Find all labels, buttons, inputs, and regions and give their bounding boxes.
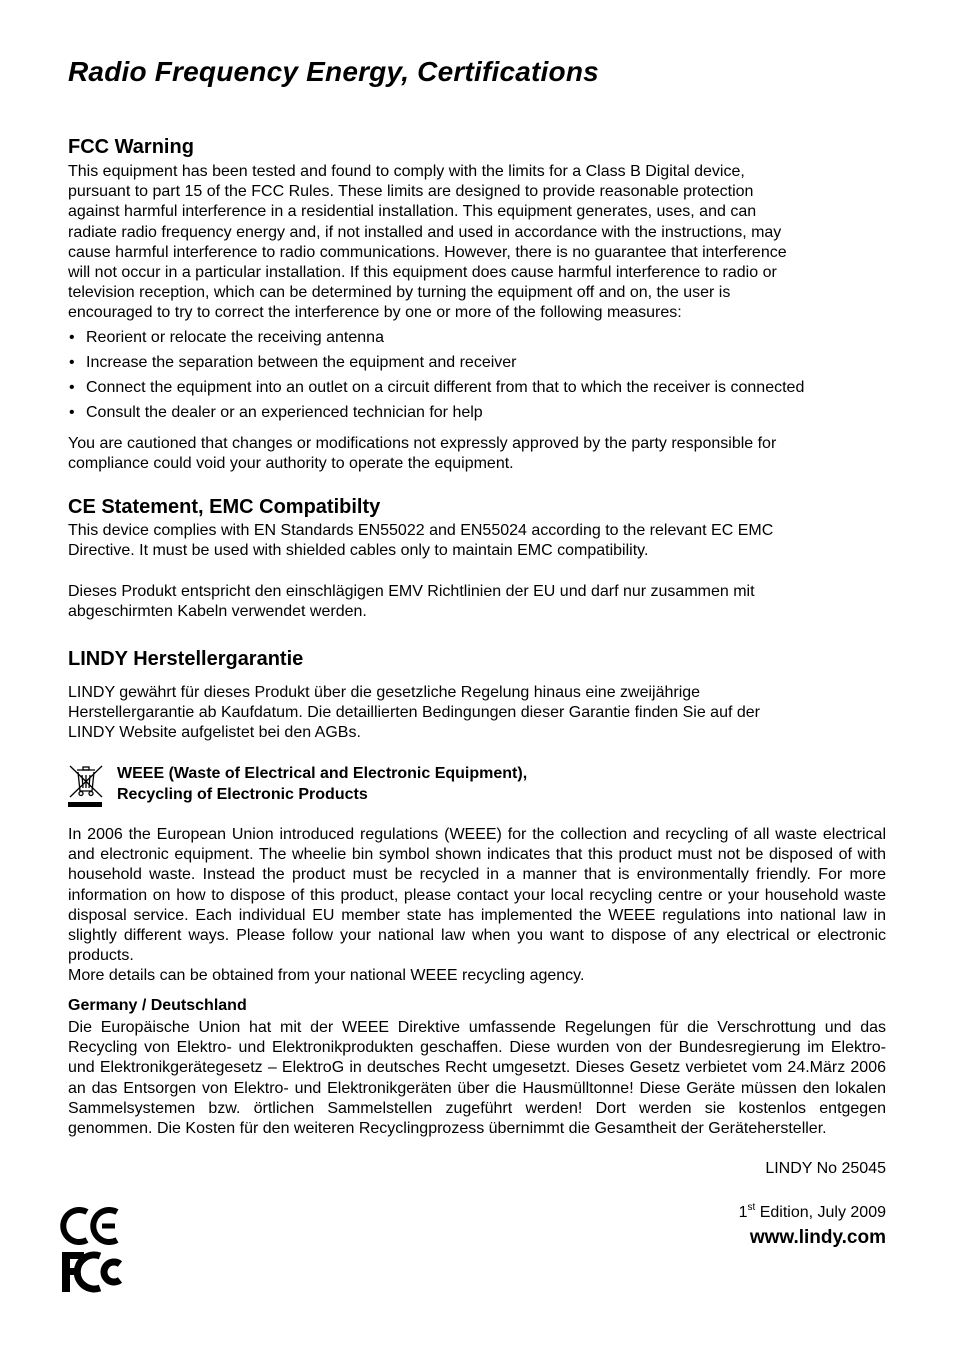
ce-line: Dieses Produkt entspricht den einschlägigen EMV Richtlinien der EU und darf nur zusammen mit bbox=[68, 583, 755, 600]
ce-line: This device complies with EN Standards EN55022 and EN55024 according to the relevant EC EMC bbox=[68, 522, 774, 539]
edition-ordinal: st bbox=[747, 1202, 756, 1213]
lindy-heading: LINDY Herstellergarantie bbox=[68, 648, 304, 670]
list-item: • Reorient or relocate the receiving antenna bbox=[68, 328, 888, 353]
germany-heading: Germany / Deutschland bbox=[68, 997, 247, 1014]
weee-heading-line: Recycling of Electronic Products bbox=[117, 786, 368, 803]
germany-paragraph: Die Europäische Union hat mit der WEEE Direktive umfassende Regelungen für die Verschrottung und das Recycling von Elektro- und Elektronikprodukten geschaffen. Diese wurden von der Bundesregierung im Elektro- und Elektronikgerätegesetz – ElektroG in deutsches Recht umgesetzt. Dieses Gesetz verbietet vom 24.März 2006 an das Entsorgen von Elektro- und Elektronikgeräten über die Hausmülltonne! Diese Geräte müssen den lokalen Sammelsystemen bzw. örtlichen Sammelstellen zugeführt werden! Dort werden sie kostenlos entgegen genommen. Die Kosten für den weiteren Recyclingprozess übernimmt die Gesamtheit der Gerätehersteller. bbox=[68, 1019, 886, 1138]
weee-text: In 2006 the European Union introduced regulations (WEEE) for the collection and recycling of all waste electrical and electronic equipment. The wheelie bin symbol shown indicates that this product must not be disposed of with household waste. Instead the product must be recycled in a manner that is environmentally friendly. For more information on how to dispose of this product, please contact your local recycling centre or your household waste disposal service. Each individual EU member state has implemented the WEEE regulations into national law in slightly different ways. Please follow your national law when you want to dispose of any electrical or electronic products. bbox=[68, 826, 886, 965]
ce-paragraph-en bbox=[68, 521, 888, 561]
list-item: • Connect the equipment into an outlet on a circuit different from that to which the receiver is connected bbox=[68, 378, 888, 403]
fcc-logo-icon bbox=[62, 1252, 120, 1292]
lindy-paragraph bbox=[68, 683, 888, 744]
weee-paragraph bbox=[68, 825, 886, 987]
fcc-line: radiate radio frequency energy and, if not installed and used in accordance with the instructions, may bbox=[68, 223, 782, 241]
website-link[interactable]: www.lindy.com bbox=[749, 1227, 886, 1248]
fcc-line: television reception, which can be determined by turning the equipment off and on, the user is bbox=[68, 284, 731, 302]
weee-heading bbox=[117, 763, 527, 805]
fcc-line: pursuant to part 15 of the FCC Rules. These limits are designed to provide reasonable protection bbox=[68, 183, 754, 201]
lindy-line: LINDY Website aufgelistet bei den AGBs. bbox=[68, 724, 361, 742]
lindy-line: LINDY gewährt für dieses Produkt über die gesetzliche Regelung hinaus eine zweijährige bbox=[68, 684, 701, 701]
ce-line: abgeschirmten Kabeln verwendet werden. bbox=[68, 603, 367, 621]
fcc-line: will not occur in a particular installation. If this equipment does cause harmful interference to radio or bbox=[68, 264, 777, 282]
page-title: Radio Frequency Energy, Certifications bbox=[68, 56, 599, 87]
ce-line: Directive. It must be used with shielded cables only to maintain EMC compatibility. bbox=[68, 542, 649, 560]
edition-info bbox=[739, 1202, 886, 1222]
weee-heading-line: WEEE (Waste of Electrical and Electronic Equipment), bbox=[117, 765, 528, 782]
list-item: • Consult the dealer or an experienced technician for help bbox=[68, 403, 888, 428]
ce-mark-icon bbox=[63, 1210, 117, 1242]
ce-heading: CE Statement, EMC Compatibilty bbox=[68, 496, 381, 518]
crossed-wheelie-bin-icon bbox=[68, 764, 104, 808]
edition-number: 1 bbox=[738, 1204, 748, 1221]
ce-paragraph-de bbox=[68, 582, 888, 622]
fcc-line: This equipment has been tested and found to comply with the limits for a Class B Digital device, bbox=[68, 163, 745, 180]
list-item: • Increase the separation between the equipment and receiver bbox=[68, 353, 888, 378]
fcc-line: cause harmful interference to radio communications. However, there is no guarantee that interference bbox=[68, 243, 787, 261]
edition-date: Edition, July 2009 bbox=[755, 1204, 886, 1221]
certification-logos bbox=[60, 1206, 126, 1296]
weee-more-text: More details can be obtained from your national WEEE recycling agency. bbox=[68, 967, 585, 985]
fcc-measures-list bbox=[68, 328, 888, 428]
fcc-caution bbox=[68, 434, 888, 474]
fcc-line: against harmful interference in a residential installation. This equipment generates, uses, and can bbox=[68, 203, 757, 221]
fcc-paragraph bbox=[68, 162, 888, 324]
fcc-line: encouraged to try to correct the interference by one or more of the following measures: bbox=[68, 304, 682, 322]
caution-line: You are cautioned that changes or modifications not expressly approved by the party responsible for bbox=[68, 435, 777, 452]
product-number: LINDY No 25045 bbox=[765, 1160, 886, 1177]
fcc-heading: FCC Warning bbox=[68, 136, 194, 158]
caution-line: compliance could void your authority to operate the equipment. bbox=[68, 455, 514, 473]
lindy-line: Herstellergarantie ab Kaufdatum. Die detaillierten Bedingungen dieser Garantie finden Sie auf der bbox=[68, 704, 760, 722]
